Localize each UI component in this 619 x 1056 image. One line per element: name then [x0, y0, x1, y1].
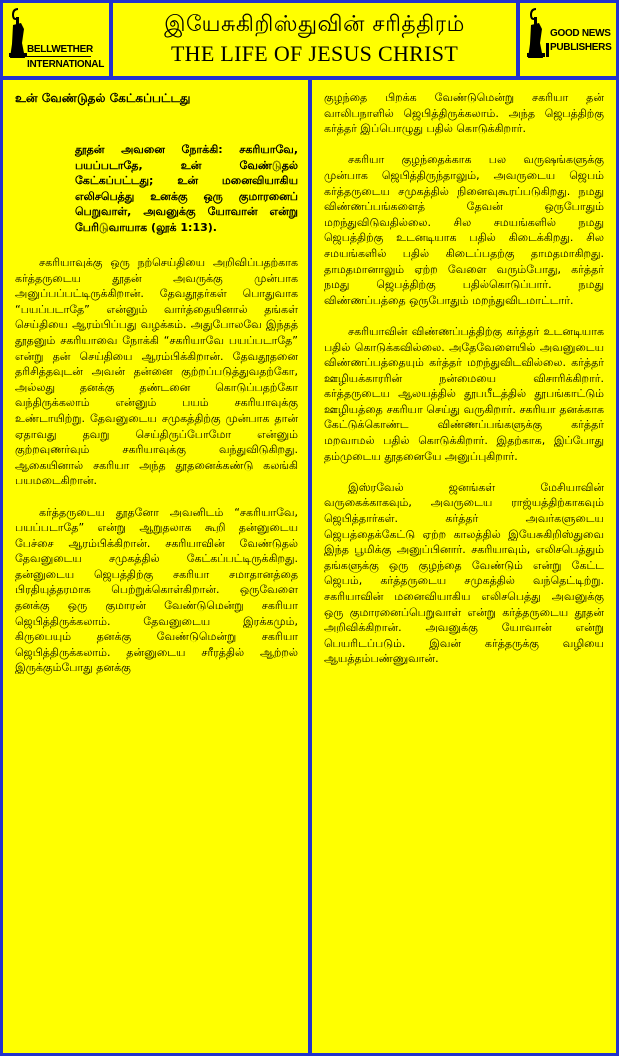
title-box	[113, 3, 516, 76]
bible-verse: தூதன் அவனை நோக்கி: சகரியாவே, பயப்படாதே, உன் வேண்டுதல் கேட்கப்பட்டது; உன் மனைவியாகிய எலிசபெத்து உனக்கு ஒரு குமாரனைப் பெறுவாள், அவனுக்கு யோவான் என்று பேரிடுவாயாக (லூக் 1:13).	[75, 143, 298, 234]
right-column	[312, 80, 616, 1053]
title-english: THE LIFE OF JESUS CHRIST	[170, 41, 459, 66]
left-column	[3, 80, 308, 1053]
bellwether-logo	[3, 3, 109, 76]
paragraph: கர்த்தருடைய தூதனோ அவனிடம் “சகரியாவே, பயப்படாதே” என்று ஆறுதலாக கூறி தன்னுடைய பேச்சை ஆரம்பிக்கிறான். சகரியாவின் வேண்டுதல் தேவனுடைய சமுகத்தில் கேட்கப்பட்டிருக்கிறது. தன்னுடைய ஜெபத்திற்கு சகரியா சமாதானத்தை பிரதியுத்தரமாக பெற்றுக்கொள்கிறான். ஒருவேளை தனக்கு ஒரு குமாரன் வேண்டுமென்று சகரியா ஜெபித்திருக்கலாம். தேவனுடைய இரக்கமும், கிருபையும் தனக்கு வேண்டுமென்று சகரியா ஜெபித்திருக்கலாம். தன்னுடைய சரீரத்தில் ஆற்றல் இருக்கும்போது தனக்கு	[15, 505, 298, 675]
paragraph: சகரியாவுக்கு ஒரு நற்செய்தியை அறிவிப்பதற்காக கர்த்தருடைய தூதன் அவருக்கு முன்பாக அனுப்பப்பட்டிருக்கிறான். தேவதூதர்கள் பொதுவாக “பயப்படாதே” என்னும் வார்த்தையினால் தங்கள் செய்தியை ஆரம்பிப்பது வழக்கம். அதுபோலவே இந்தத் தூதனும் சகரியாவை நோக்கி “சகரியாவே பயப்படாதே” என்று தன் செய்தியை ஆரம்பிக்கிறான். தேவதூதனை தரிசித்தவுடன் அவன் தன்னை குற்றப்படுத்துவதற்கோ, அல்லது தனக்கு தண்டனை கொடுப்பதற்கோ வந்திருக்கலாம் என்னும் பயம் சகரியாவுக்கு உண்டாயிற்று. தேவனுடைய சமுகத்திற்கு முன்பாக தான் ஏதாவது தவறு செய்திருப்போமோ என்னும் குற்றவுணர்வும் சகரியாவுக்கு வந்துவிடுகிறது. ஆகையினால் சகரியா அந்த தூதனைக்கண்டு கலங்கி பயமடைகிறான்.	[15, 256, 298, 488]
paragraph: குழந்தை பிறக்க வேண்டுமென்று சகரியா தன் வாலிபநாளில் ஜெபித்திருக்கலாம். அந்த ஜெபத்திற்கு கர்த்தர் இப்பொழுது பதில் கொடுக்கிறார்.	[324, 91, 604, 136]
logo-left-line2: INTERNATIONAL	[27, 59, 105, 70]
logo-right-line2: PUBLISHERS	[550, 42, 612, 53]
logo-left-text	[27, 44, 104, 70]
section-heading: உன் வேண்டுதல் கேட்கப்பட்டது	[15, 91, 191, 105]
logo-left-line1: BELLWETHER	[27, 44, 93, 55]
paragraph: சகரியா குழந்தைக்காக பல வருஷங்களுக்கு முன்பாக ஜெபித்திருந்தாலும், அவருடைய ஜெபம் கர்த்தருடைய சமுகத்தில் நினைவுகூரப்படுகிறது. நமது விண்ணப்பங்களைத் தேவன் ஒருபோதும் மறந்துவிடுவதில்லை. சில சமயங்களில் நமது ஜெபத்திற்கு உடனடியாக பதில் கிடைக்கிறது. சில சமயங்களில் பதில் கிடைப்பதற்கு தாமதமாகிறது. தாமதமானாலும் ஏற்ற வேளை வரும்போது, கர்த்தர் நமது ஜெபத்திற்கு பதில்கொடுப்பார். நமது விண்ணப்பத்தை ஒருபோதும் மறந்துவிடமாட்டார்.	[324, 153, 604, 307]
title-tamil: இயேசுகிறிஸ்துவின் சரித்திரம்	[164, 12, 465, 37]
paragraph: சகரியாவின் விண்ணப்பத்திற்கு கர்த்தர் உடனடியாக பதில் கொடுக்கவில்லை. அதேவேளையில் அவனுடைய விண்ணப்பத்தையும் கர்த்தர் மறந்துவிடவில்லை. கர்த்தர் ஊழியக்காரரின் நன்மையை விசாரிக்கிறார். கர்த்தருடைய ஆலயத்தில் தூபபீடத்தில் தூபங்காட்டும் ஊழியத்தை சகரியா செய்து வருகிறார். சகரியா தனக்காக கேட்டுக்கொண்ட விண்ணப்பங்களுக்கு கர்த்தர் மறவாமல் பதில் கொடுக்கிறார். இதற்காக, இப்போது தம்முடைய தூதனையே அனுப்புகிறார்.	[324, 324, 604, 463]
paragraph: இஸ்ரவேல் ஜனங்கள் மேசியாவின் வருகைக்காகவும், அவருடைய ராஜ்யத்திற்காகவும் ஜெபித்தார்கள். கர்த்தர் அவர்களுடைய ஜெபத்தைக்கேட்டு ஏற்ற காலத்தில் இயேசுகிறிஸ்துவை இந்த பூமிக்கு அனுப்பினார். சகரியாவும், எலிசபெத்தும் தங்களுக்கு ஒரு குழந்தை வேண்டும் என்று கேட்ட ஜெபம், கர்த்தருடைய சமுகத்தில் வந்தெட்டிற்று. சகரியாவின் மனைவியாகிய எலிசபெத்து அவனுக்கு ஒரு குமாரனைப்பெறுவாள் என்று கர்த்தருடைய தூதன் அறிவிக்கிறான். அவனுக்கு யோவான் என்று பெயரிடப்படும். இவன் கர்த்தருக்கு வழியை ஆயத்தம்பண்ணுவான்.	[324, 480, 604, 666]
logo-left-rule	[27, 56, 91, 57]
logo-right-text	[550, 28, 611, 53]
good-news-logo	[520, 3, 616, 76]
logo-right-line1: GOOD NEWS	[550, 28, 611, 39]
